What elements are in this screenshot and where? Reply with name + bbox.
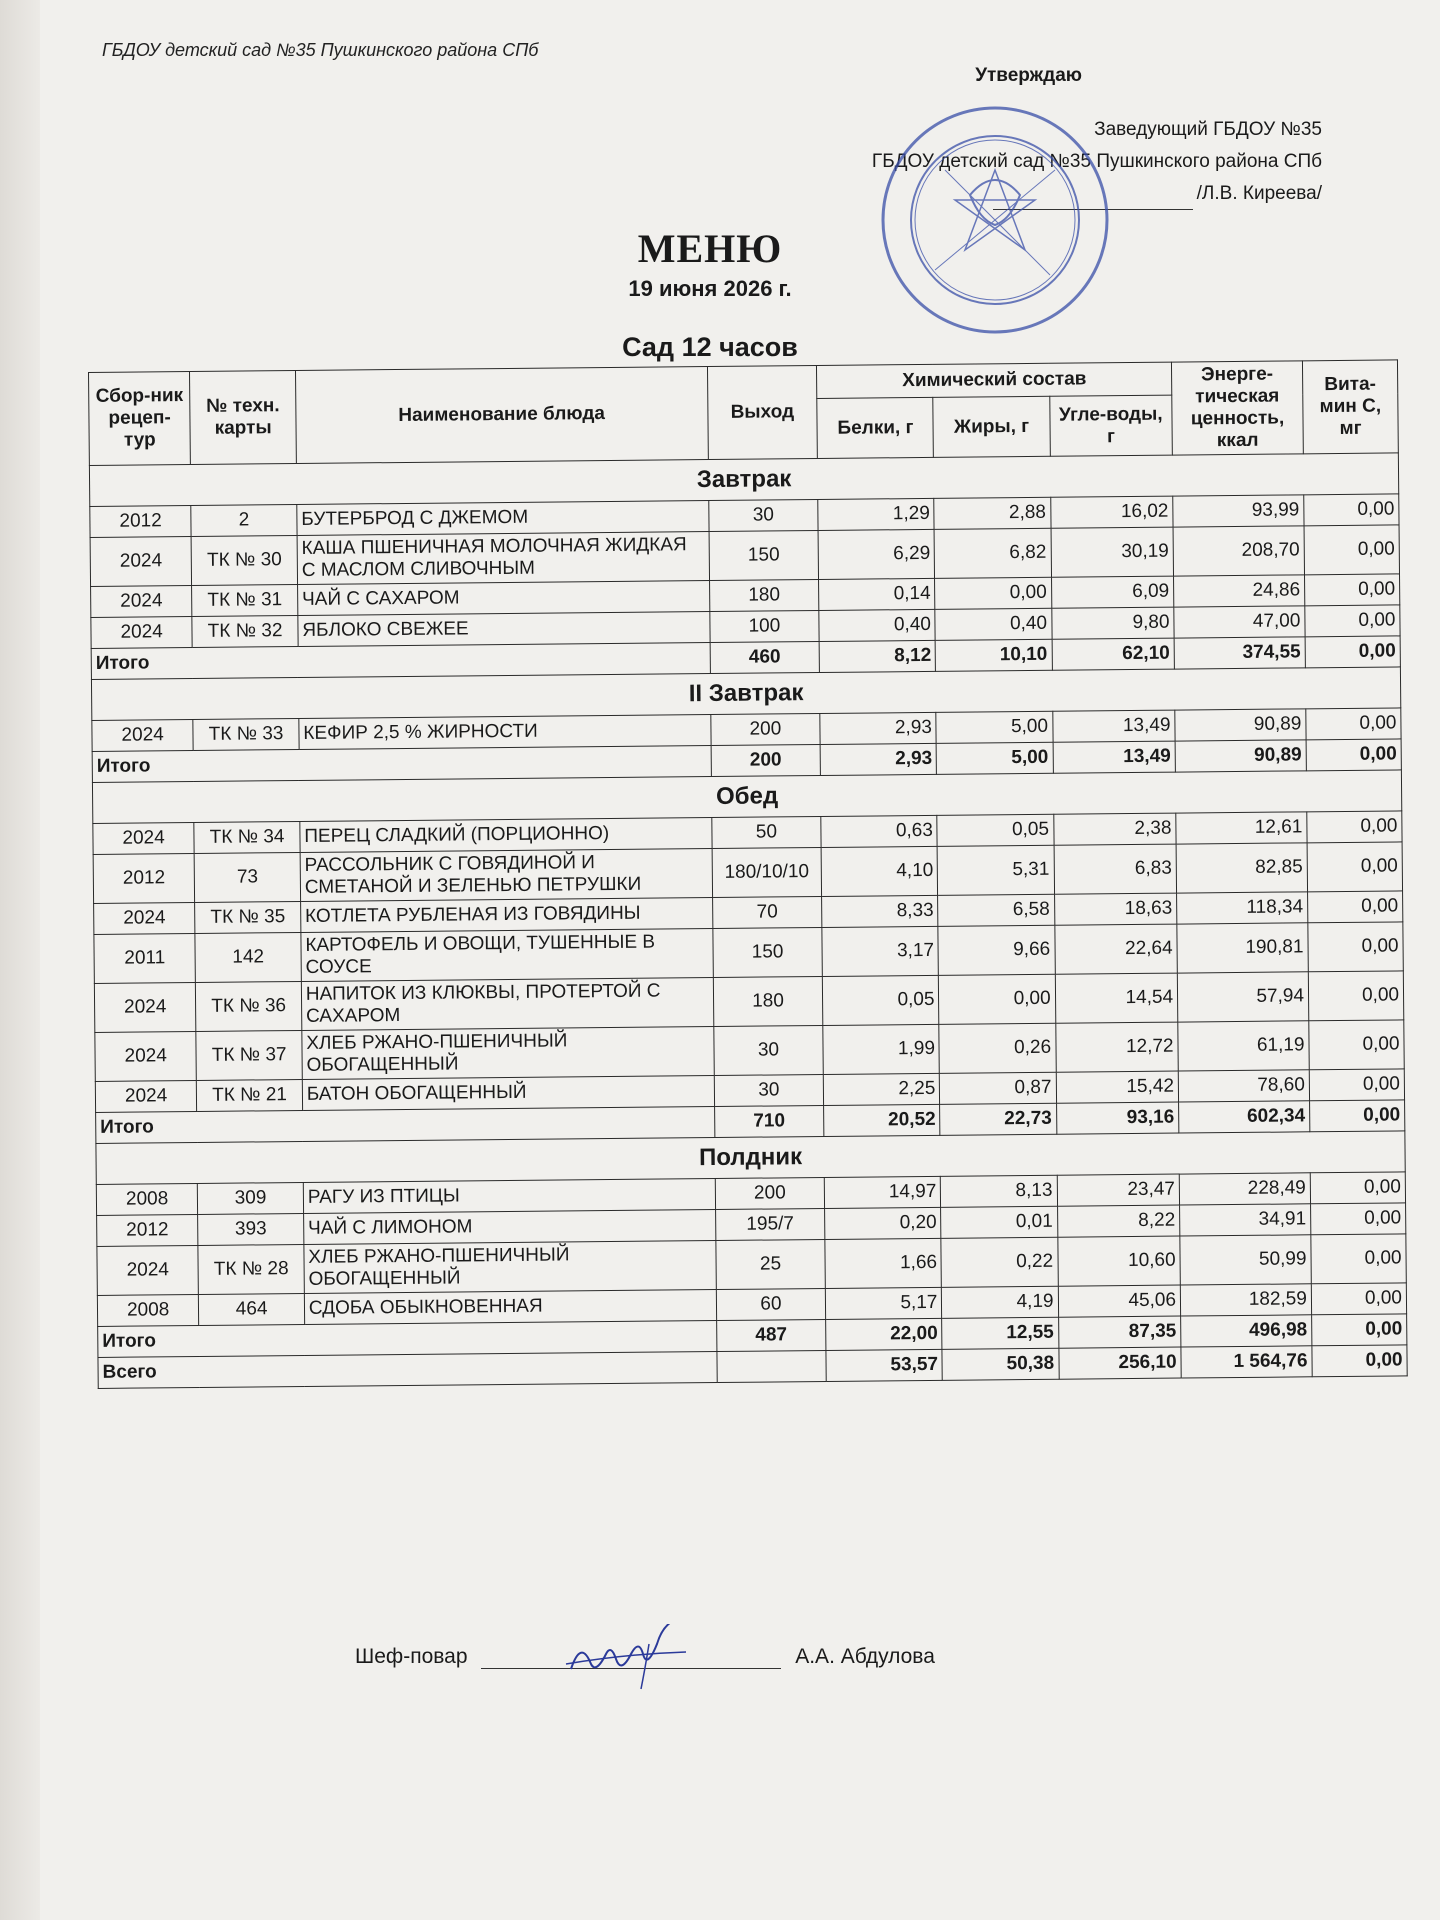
cell-protein: 14,97 — [825, 1176, 941, 1208]
cell-fat: 4,19 — [942, 1286, 1058, 1318]
cell-protein: 2,93 — [820, 743, 936, 775]
cell-output: 50 — [711, 816, 821, 848]
chef-label: Шеф-повар — [355, 1645, 468, 1668]
cell-collection: 2024 — [95, 1031, 197, 1081]
cell-protein: 1,99 — [823, 1024, 940, 1074]
cell-energy: 90,89 — [1175, 709, 1306, 741]
cell-energy: 190,81 — [1177, 923, 1308, 973]
cell-protein: 1,29 — [818, 498, 934, 530]
cell-collection: 2012 — [93, 854, 195, 904]
cell-protein: 8,12 — [819, 640, 935, 672]
cell-dish-name: ПЕРЕЦ СЛАДКИЙ (ПОРЦИОННО) — [300, 818, 712, 853]
cell-card-number: 309 — [198, 1182, 304, 1214]
cell-card-number: ТК № 32 — [192, 615, 298, 647]
cell-output: 150 — [712, 927, 822, 977]
cell-carbs: 10,60 — [1057, 1236, 1180, 1286]
cell-carbs: 15,42 — [1056, 1071, 1179, 1103]
cell-protein: 2,93 — [820, 712, 936, 744]
cell-fat: 2,88 — [934, 497, 1050, 529]
document-date: 19 июня 2026 г. — [628, 276, 792, 301]
section-title: II Завтрак — [91, 667, 1400, 721]
cell-fat: 50,38 — [942, 1348, 1058, 1380]
cell-protein: 3,17 — [822, 926, 939, 976]
cell-collection: 2024 — [91, 586, 193, 618]
cell-output: 70 — [712, 896, 822, 928]
cell-protein: 0,40 — [819, 609, 935, 641]
header-carbs: Угле-воды, г — [1049, 395, 1172, 456]
cell-card-number: ТК № 28 — [198, 1244, 304, 1294]
cell-protein: 6,29 — [818, 529, 935, 579]
cell-carbs: 6,83 — [1054, 844, 1177, 894]
cell-vitamin-c: 0,00 — [1307, 891, 1402, 923]
cell-energy: 61,19 — [1178, 1021, 1309, 1071]
cell-dish-name: БУТЕРБРОД С ДЖЕМОМ — [297, 501, 709, 536]
cell-card-number: ТК № 21 — [197, 1079, 303, 1111]
cell-output: 30 — [714, 1074, 824, 1106]
cell-output: 180 — [709, 579, 819, 611]
cell-dish-name: СДОБА ОБЫКНОВЕННАЯ — [304, 1290, 716, 1325]
cell-card-number: ТК № 33 — [193, 718, 299, 750]
cell-card-number: 464 — [199, 1293, 305, 1325]
cell-carbs: 6,09 — [1051, 576, 1174, 608]
cell-carbs: 62,10 — [1052, 638, 1175, 670]
header-output: Выход — [707, 366, 818, 460]
chef-signature-line — [481, 1640, 781, 1669]
cell-dish-name: ХЛЕБ РЖАНО-ПШЕНИЧНЫЙ ОБОГАЩЕННЫЙ — [304, 1241, 716, 1294]
cell-collection: 2024 — [90, 537, 192, 587]
cell-fat: 0,05 — [937, 814, 1053, 846]
cell-energy: 182,59 — [1180, 1284, 1311, 1316]
cell-collection: 2011 — [94, 933, 196, 983]
cell-carbs: 93,16 — [1056, 1102, 1179, 1134]
cell-fat: 12,55 — [942, 1317, 1058, 1349]
cell-energy: 228,49 — [1179, 1173, 1310, 1205]
cell-fat: 8,13 — [941, 1175, 1057, 1207]
cell-vitamin-c: 0,00 — [1308, 922, 1404, 972]
cell-vitamin-c: 0,00 — [1310, 1172, 1405, 1204]
cell-vitamin-c: 0,00 — [1311, 1234, 1407, 1284]
cell-output: 60 — [716, 1288, 826, 1320]
cell-card-number: 142 — [195, 932, 301, 982]
table-header — [89, 360, 1399, 466]
cell-dish-name: КАША ПШЕНИЧНАЯ МОЛОЧНАЯ ЖИДКАЯ С МАСЛОМ СЛИВОЧНЫМ — [297, 532, 709, 585]
title-block — [530, 225, 890, 302]
chef-name: А.А. Абдулова — [795, 1645, 935, 1668]
cell-vitamin-c: 0,00 — [1307, 811, 1402, 843]
cell-dish-name: ЧАЙ С САХАРОМ — [297, 581, 709, 616]
total-label: Итого — [91, 643, 710, 680]
cell-card-number: ТК № 30 — [191, 536, 297, 586]
cell-carbs: 87,35 — [1058, 1316, 1181, 1348]
cell-energy: 374,55 — [1174, 637, 1305, 669]
cell-carbs: 256,10 — [1058, 1347, 1181, 1379]
header-energy: Энерге-тическая ценность, ккал — [1172, 361, 1304, 455]
cell-energy: 34,91 — [1180, 1204, 1311, 1236]
cell-dish-name: РАССОЛЬНИК С ГОВЯДИНОЙ И СМЕТАНОЙ И ЗЕЛЕНЬЮ ПЕТРУШКИ — [300, 849, 712, 902]
cell-energy: 57,94 — [1177, 972, 1308, 1022]
header-card-number: № техн. карты — [190, 371, 296, 465]
cell-carbs: 23,47 — [1057, 1174, 1180, 1206]
cell-vitamin-c: 0,00 — [1304, 525, 1400, 575]
cell-collection: 2024 — [93, 823, 195, 855]
cell-protein: 20,52 — [824, 1104, 940, 1136]
cell-vitamin-c: 0,00 — [1308, 971, 1404, 1021]
cell-output: 460 — [710, 641, 820, 673]
cell-carbs: 16,02 — [1050, 496, 1173, 528]
cell-dish-name: ЧАЙ С ЛИМОНОМ — [303, 1210, 715, 1245]
header-fat: Жиры, г — [933, 396, 1050, 457]
cell-energy: 93,99 — [1173, 495, 1304, 527]
cell-dish-name: НАПИТОК ИЗ КЛЮКВЫ, ПРОТЕРТОЙ С САХАРОМ — [301, 978, 713, 1031]
cell-collection: 2024 — [91, 617, 193, 649]
cell-fat: 9,66 — [938, 925, 1055, 975]
cell-dish-name: КОТЛЕТА РУБЛЕНАЯ ИЗ ГОВЯДИНЫ — [300, 898, 712, 933]
cell-fat: 5,00 — [937, 742, 1053, 774]
grand-total-label: Всего — [98, 1352, 717, 1389]
cell-card-number: ТК № 34 — [194, 821, 300, 853]
cell-protein: 2,25 — [824, 1073, 940, 1105]
cell-carbs: 14,54 — [1055, 973, 1178, 1023]
cell-protein: 4,10 — [821, 846, 938, 896]
header-protein: Белки, г — [817, 397, 934, 458]
cell-vitamin-c: 0,00 — [1304, 494, 1399, 526]
cell-fat: 10,10 — [936, 639, 1052, 671]
approve-title: Утверждаю — [975, 65, 1082, 86]
cell-card-number: ТК № 37 — [196, 1030, 302, 1080]
cell-collection: 2008 — [96, 1183, 198, 1215]
cell-card-number: 73 — [194, 852, 300, 902]
cell-carbs: 2,38 — [1053, 813, 1176, 845]
cell-protein: 5,17 — [826, 1287, 942, 1319]
cell-protein: 53,57 — [826, 1349, 942, 1381]
cell-vitamin-c: 0,00 — [1305, 605, 1400, 637]
cell-carbs: 13,49 — [1053, 741, 1176, 773]
cell-vitamin-c: 0,00 — [1309, 1020, 1405, 1070]
cell-output: 150 — [709, 530, 819, 580]
cell-fat: 0,00 — [935, 577, 1051, 609]
cell-card-number: ТК № 35 — [195, 901, 301, 933]
total-label: Итого — [96, 1107, 715, 1144]
cell-fat: 0,40 — [935, 608, 1051, 640]
cell-carbs: 13,49 — [1052, 710, 1175, 742]
header-dish-name: Наименование блюда — [295, 367, 708, 464]
cell-fat: 0,00 — [939, 974, 1056, 1024]
cell-protein: 0,05 — [823, 975, 940, 1025]
cell-protein: 8,33 — [822, 895, 938, 927]
cell-output: 195/7 — [715, 1208, 825, 1240]
chef-signature-block — [355, 1640, 1155, 1669]
cell-protein: 22,00 — [826, 1318, 942, 1350]
cell-energy: 78,60 — [1178, 1070, 1309, 1102]
cell-collection: 2024 — [94, 982, 196, 1032]
total-label: Итого — [92, 746, 711, 783]
cell-output: 710 — [714, 1105, 824, 1137]
cell-carbs: 12,72 — [1055, 1022, 1178, 1072]
cell-carbs: 30,19 — [1051, 527, 1174, 577]
cell-collection: 2024 — [92, 720, 194, 752]
approve-position: Заведующий ГБДОУ №35 — [1094, 119, 1322, 140]
cell-output: 487 — [716, 1319, 826, 1351]
cell-energy: 496,98 — [1181, 1315, 1312, 1347]
section-title: Обед — [92, 770, 1401, 824]
cell-carbs: 8,22 — [1057, 1205, 1180, 1237]
cell-vitamin-c: 0,00 — [1307, 842, 1403, 892]
cell-card-number: ТК № 31 — [192, 584, 298, 616]
cell-carbs: 22,64 — [1054, 924, 1177, 974]
cell-dish-name: РАГУ ИЗ ПТИЦЫ — [303, 1179, 715, 1214]
cell-card-number: 2 — [191, 505, 297, 537]
handwritten-signature — [561, 1624, 701, 1694]
cell-energy: 208,70 — [1173, 526, 1304, 576]
cell-vitamin-c: 0,00 — [1309, 1069, 1404, 1101]
section-title: Полдник — [96, 1131, 1405, 1185]
cell-output: 30 — [708, 499, 818, 531]
cell-vitamin-c: 0,00 — [1306, 708, 1401, 740]
cell-vitamin-c: 0,00 — [1312, 1314, 1407, 1346]
cell-vitamin-c: 0,00 — [1305, 636, 1400, 668]
cell-energy: 24,86 — [1174, 575, 1305, 607]
approve-name: /Л.В. Киреева/ — [1196, 183, 1322, 204]
cell-energy: 90,89 — [1175, 740, 1306, 772]
cell-vitamin-c: 0,00 — [1312, 1345, 1407, 1377]
cell-energy: 1 564,76 — [1181, 1346, 1312, 1378]
header-chemical-composition: Химический состав — [817, 362, 1172, 398]
approve-organization: ГБДОУ детский сад №35 Пушкинского района СПб — [871, 151, 1322, 172]
cell-output: 100 — [709, 610, 819, 642]
cell-dish-name: ХЛЕБ РЖАНО-ПШЕНИЧНЫЙ ОБОГАЩЕННЫЙ — [302, 1027, 714, 1080]
cell-fat: 6,58 — [938, 894, 1054, 926]
organization-header: ГБДОУ детский сад №35 Пушкинского района СПб — [102, 40, 539, 60]
cell-vitamin-c: 0,00 — [1304, 574, 1399, 606]
cell-protein: 1,66 — [825, 1238, 942, 1288]
cell-collection: 2024 — [95, 1080, 197, 1112]
cell-output: 25 — [715, 1239, 825, 1289]
total-label: Итого — [98, 1321, 717, 1358]
cell-vitamin-c: 0,00 — [1306, 739, 1401, 771]
cell-carbs: 18,63 — [1054, 893, 1177, 925]
cell-dish-name: БАТОН ОБОГАЩЕННЫЙ — [302, 1076, 714, 1111]
document-subtitle: Сад 12 часов — [622, 332, 798, 362]
cell-energy: 47,00 — [1174, 606, 1305, 638]
cell-fat: 6,82 — [935, 528, 1052, 578]
cell-collection: 2008 — [97, 1294, 199, 1326]
cell-card-number: 393 — [198, 1213, 304, 1245]
cell-fat: 5,00 — [936, 711, 1052, 743]
menu-table — [88, 359, 1408, 1389]
cell-collection: 2012 — [97, 1214, 199, 1246]
header-vitamin-c: Вита-мин С, мг — [1302, 360, 1398, 454]
cell-energy: 602,34 — [1179, 1101, 1310, 1133]
cell-fat: 0,22 — [941, 1237, 1058, 1287]
section-title: Завтрак — [89, 453, 1398, 507]
cell-output: 30 — [713, 1025, 823, 1075]
document-title: МЕНЮ — [637, 226, 783, 271]
cell-vitamin-c: 0,00 — [1310, 1203, 1405, 1235]
cell-output: 180/10/10 — [712, 847, 822, 897]
cell-output: 180 — [713, 976, 823, 1026]
cell-carbs: 9,80 — [1051, 607, 1174, 639]
cell-card-number: ТК № 36 — [196, 981, 302, 1031]
cell-collection: 2024 — [97, 1245, 199, 1295]
cell-carbs: 45,06 — [1058, 1285, 1181, 1317]
cell-protein: 0,14 — [819, 578, 935, 610]
cell-energy: 118,34 — [1177, 892, 1308, 924]
cell-fat: 0,01 — [941, 1206, 1057, 1238]
cell-vitamin-c: 0,00 — [1309, 1100, 1404, 1132]
cell-energy: 82,85 — [1176, 843, 1307, 893]
cell-output: 200 — [711, 744, 821, 776]
cell-fat: 22,73 — [940, 1103, 1056, 1135]
cell-dish-name: КЕФИР 2,5 % ЖИРНОСТИ — [299, 715, 711, 750]
table-body — [89, 453, 1407, 1389]
cell-fat: 5,31 — [938, 845, 1055, 895]
cell-energy: 50,99 — [1180, 1235, 1311, 1285]
cell-protein: 0,20 — [825, 1207, 941, 1239]
cell-output: 200 — [715, 1177, 825, 1209]
cell-energy: 12,61 — [1176, 812, 1307, 844]
cell-vitamin-c: 0,00 — [1311, 1283, 1406, 1315]
cell-dish-name: ЯБЛОКО СВЕЖЕЕ — [298, 612, 710, 647]
cell-collection: 2012 — [90, 506, 192, 538]
official-stamp — [875, 100, 1115, 340]
cell-output: 200 — [710, 713, 820, 745]
cell-protein: 0,63 — [821, 815, 937, 847]
cell-collection: 2024 — [94, 902, 196, 934]
cell-fat: 0,87 — [940, 1072, 1056, 1104]
cell-output — [716, 1350, 826, 1382]
header-collection: Сбор-ник рецеп-тур — [89, 372, 191, 466]
cell-fat: 0,26 — [939, 1023, 1056, 1073]
cell-dish-name: КАРТОФЕЛЬ И ОВОЩИ, ТУШЕННЫЕ В СОУСЕ — [301, 929, 713, 982]
